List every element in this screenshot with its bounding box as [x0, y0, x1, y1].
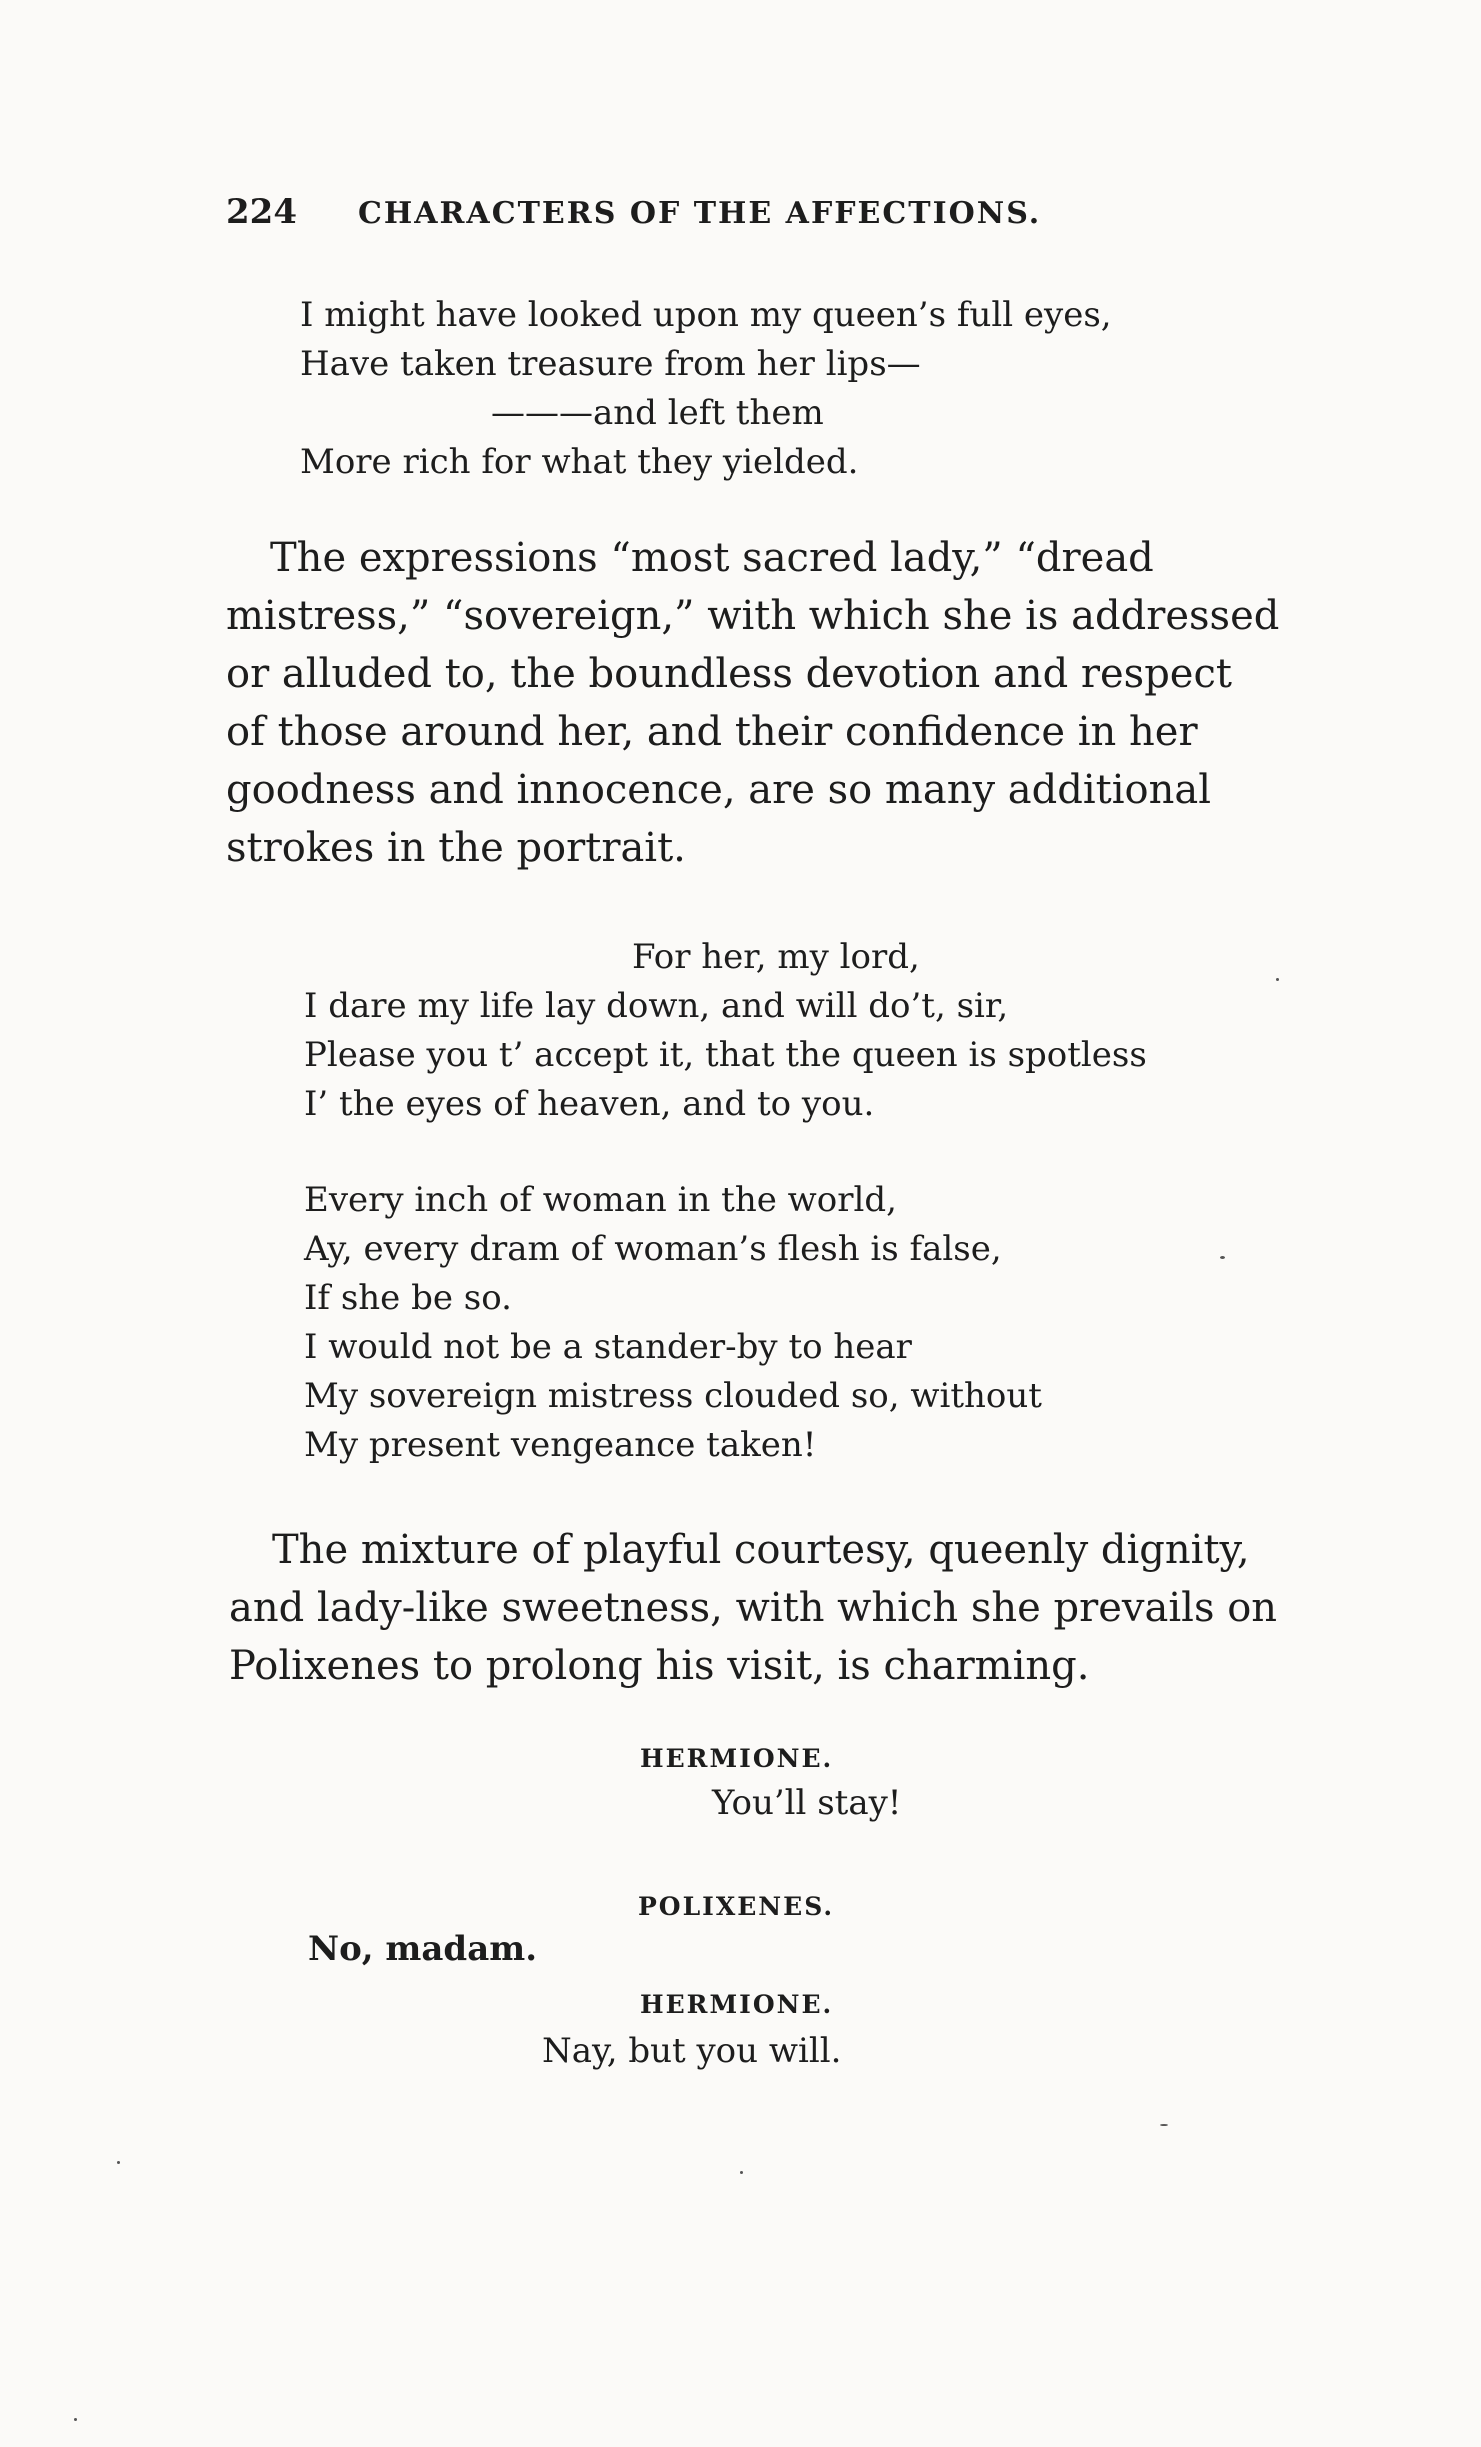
running-head: CHARACTERS OF THE AFFECTIONS.	[358, 196, 1042, 231]
page-number: 224	[226, 192, 297, 232]
paper-speck	[1160, 2124, 1168, 2126]
verse-line: My sovereign mistress clouded so, without	[304, 1376, 1042, 1416]
verse-line: Ay, every dram of woman’s flesh is false,	[304, 1229, 1002, 1269]
paper-speck	[1220, 1256, 1225, 1259]
verse-line: For her, my lord,	[632, 937, 920, 977]
speech-line: Nay, but you will.	[542, 2031, 842, 2071]
paragraph-line: of those around her, and their confidence in her	[226, 709, 1198, 755]
speaker-name: HERMIONE.	[640, 1990, 834, 2019]
paragraph-line: goodness and innocence, are so many additional	[226, 767, 1211, 813]
verse-line: Every inch of woman in the world,	[304, 1180, 897, 1220]
verse-line: ———and left them	[491, 393, 824, 433]
paragraph-line: strokes in the portrait.	[226, 825, 686, 871]
speech-line: You’ll stay!	[712, 1783, 902, 1823]
verse-line: More rich for what they yielded.	[300, 442, 859, 482]
verse-line: If she be so.	[304, 1278, 512, 1318]
paragraph-line: The mixture of playful courtesy, queenly dignity,	[272, 1527, 1250, 1573]
paragraph-line: The expressions “most sacred lady,” “dread	[270, 535, 1154, 581]
verse-line: I dare my life lay down, and will do’t, sir,	[304, 986, 1009, 1026]
paper-speck	[1276, 978, 1279, 981]
paragraph-line: Polixenes to prolong his visit, is charming.	[229, 1643, 1090, 1689]
paper-speck	[74, 2418, 77, 2421]
speech-line: No, madam.	[308, 1929, 538, 1969]
paper-speck	[740, 2171, 743, 2174]
paragraph-line: mistress,” “sovereign,” with which she is addressed	[226, 593, 1280, 639]
paper-speck	[117, 2161, 120, 2164]
verse-line: My present vengeance taken!	[304, 1425, 817, 1465]
speaker-name: HERMIONE.	[640, 1744, 834, 1773]
verse-line: Have taken treasure from her lips—	[300, 344, 921, 384]
verse-line: I might have looked upon my queen’s full eyes,	[300, 295, 1112, 335]
verse-line: I’ the eyes of heaven, and to you.	[304, 1084, 875, 1124]
verse-line: I would not be a stander-by to hear	[304, 1327, 912, 1367]
verse-line: Please you t’ accept it, that the queen is spotless	[304, 1035, 1147, 1075]
speaker-name: POLIXENES.	[638, 1892, 835, 1921]
page-header	[226, 192, 1326, 242]
paragraph-line: and lady-like sweetness, with which she prevails on	[229, 1585, 1278, 1631]
paragraph-line: or alluded to, the boundless devotion and respect	[226, 651, 1232, 697]
